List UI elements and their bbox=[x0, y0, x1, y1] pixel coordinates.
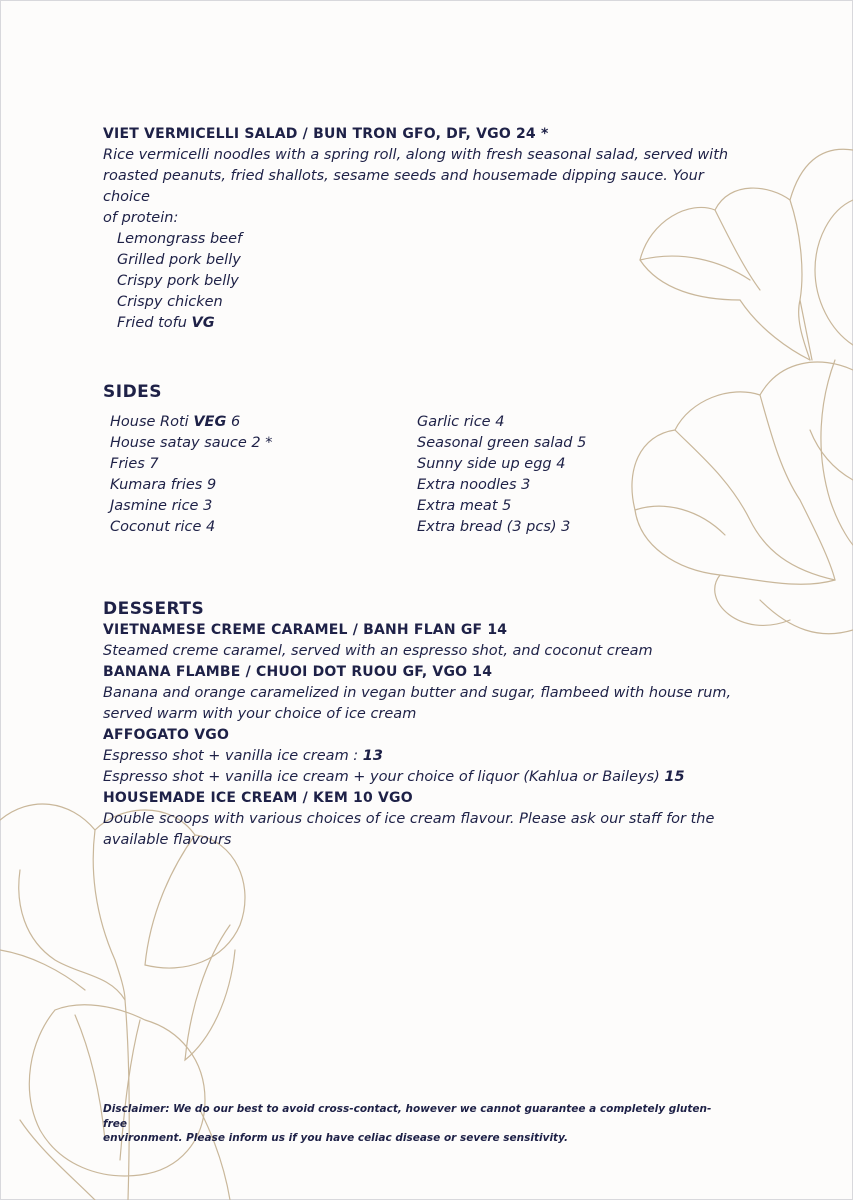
sides-column-right bbox=[417, 412, 724, 538]
side-item: Seasonal green salad 5 bbox=[417, 435, 587, 451]
affogato-option: Espresso shot + vanilla ice cream + your choice of liquor (Kahlua or Baileys) 15 bbox=[103, 769, 685, 785]
dish-description-line: Banana and orange caramelized in vegan butter and sugar, flambeed with house rum, bbox=[103, 685, 732, 701]
affogato-option: Espresso shot + vanilla ice cream : 13 bbox=[103, 748, 383, 764]
dish-name: HOUSEMADE ICE CREAM / KEM 10 VGO bbox=[103, 790, 413, 806]
disclaimer-line: environment. Please inform us if you have celiac disease or severe sensitivity. bbox=[103, 1132, 568, 1144]
disclaimer bbox=[103, 1102, 723, 1146]
side-item: Extra meat 5 bbox=[417, 498, 512, 514]
dish-name: VIETNAMESE CREME CARAMEL / BANH FLAN GF 14 bbox=[103, 622, 508, 638]
side-item: House satay sauce 2 * bbox=[110, 435, 273, 451]
dish-name: BANANA FLAMBE / CHUOI DOT RUOU GF, VGO 14 bbox=[103, 664, 493, 680]
sides-grid bbox=[103, 412, 743, 538]
section-title-desserts: DESSERTS bbox=[103, 599, 205, 619]
side-item: Extra noodles 3 bbox=[417, 477, 531, 493]
protein-option: Crispy pork belly bbox=[117, 273, 239, 289]
side-item: Jasmine rice 3 bbox=[110, 498, 213, 514]
sides-column-left bbox=[110, 412, 417, 538]
side-item: Garlic rice 4 bbox=[417, 414, 505, 430]
protein-option: Crispy chicken bbox=[117, 294, 223, 310]
side-item: Coconut rice 4 bbox=[110, 519, 216, 535]
side-item: Fries 7 bbox=[110, 456, 159, 472]
section-title-sides: SIDES bbox=[103, 382, 163, 402]
dish-description-line: available flavours bbox=[103, 832, 232, 848]
dish-description-line: Double scoops with various choices of ice cream flavour. Please ask our staff for the bbox=[103, 811, 715, 827]
price: 13 bbox=[362, 748, 383, 764]
price: 15 bbox=[664, 769, 685, 785]
dish-description-line: roasted peanuts, fried shallots, sesame seeds and housemade dipping sauce. Your choice bbox=[103, 168, 704, 205]
dietary-tag: VEG bbox=[193, 414, 227, 430]
menu-content bbox=[103, 124, 743, 851]
protein-options-list bbox=[103, 229, 743, 334]
dish-viet-vermicelli-salad bbox=[103, 124, 743, 334]
protein-option: Lemongrass beef bbox=[117, 231, 243, 247]
desserts-section bbox=[103, 598, 743, 851]
side-item: House Roti VEG 6 bbox=[110, 414, 241, 430]
protein-option: Fried tofu VG bbox=[117, 315, 215, 331]
protein-option: Grilled pork belly bbox=[117, 252, 241, 268]
dish-description-line: Steamed creme caramel, served with an espresso shot, and coconut cream bbox=[103, 643, 653, 659]
dietary-tag: VG bbox=[191, 315, 215, 331]
disclaimer-line: Disclaimer: We do our best to avoid cross-contact, however we cannot guarantee a completely gluten-free bbox=[103, 1103, 712, 1130]
side-item: Sunny side up egg 4 bbox=[417, 456, 566, 472]
dish-description-line: served warm with your choice of ice cream bbox=[103, 706, 417, 722]
side-item: Kumara fries 9 bbox=[110, 477, 217, 493]
dish-description-line: of protein: bbox=[103, 210, 179, 226]
dish-description-line: Rice vermicelli noodles with a spring roll, along with fresh seasonal salad, served with bbox=[103, 147, 729, 163]
dish-name: AFFOGATO VGO bbox=[103, 727, 230, 743]
sides-section bbox=[103, 381, 743, 538]
side-item: Extra bread (3 pcs) 3 bbox=[417, 519, 571, 535]
dish-name: VIET VERMICELLI SALAD / BUN TRON GFO, DF, VGO 24 * bbox=[103, 126, 549, 142]
